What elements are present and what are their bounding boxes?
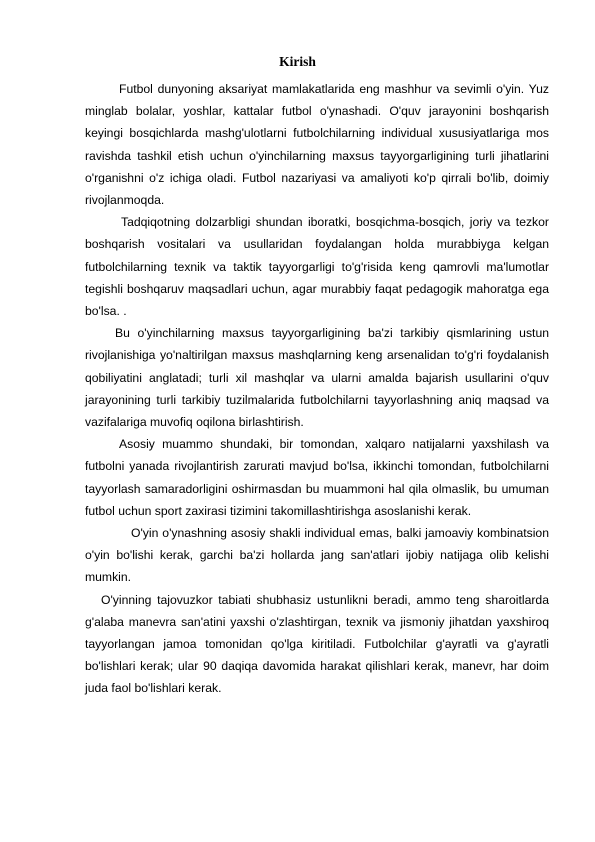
paragraph-3: Bu o'yinchilarning maxsus tayyorgarligining ba'zi tarkibiy qismlarining ustun rivojlanishiga yo'naltirilgan maxsus mashqlarning keng arsenalidan to'g'ri foydalanish qobiliyatini anglatadi; turli xil mashqlar va ularni amalda bajarish usullarini o'quv jarayonining turli tarkibiy tuzilmalarida futbolchilarni tayyorlashning aniq maqsad va vazifalariga muvofiq oqilona birlashtirish. [85, 326, 549, 430]
paragraph-5: O'yin o'ynashning asosiy shakli individual emas, balki jamoaviy kombinatsion o'yin bo'lishi kerak, garchi ba'zi hollarda jang san'atlari ijobiy natijaga olib kelishi mumkin. [85, 526, 549, 585]
paragraph-4: Asosiy muammo shundaki, bir tomondan, xalqaro natijalarni yaxshilash va futbolni yanada rivojlantirish zarurati mavjud bo'lsa, ikkinchi tomondan, futbolchilarni tayyorlash samaradorligini oshirmasdan bu muammoni hal qila olmaslik, bu umuman futbol uchun sport zaxirasi tizimini takomillashtirishga asoslanishi kerak. [85, 437, 549, 518]
document-body [85, 78, 549, 700]
paragraph-2: Tadqiqotning dolzarbligi shundan iboratki, bosqichma-bosqich, joriy va tezkor boshqarish vositalari va usullaridan foydalangan holda murabbiyga kelgan futbolchilarning texnik va taktik tayyorgarligi to'g'risida keng qamrovli ma'lumotlar tegishli boshqaruv maqsadlari uchun, agar murabbiy faqat pedagogik mahoratga ega bo'lsa. . [85, 215, 549, 319]
paragraph-1: Futbol dunyoning aksariyat mamlakatlarida eng mashhur va sevimli o'yin. Yuz minglab bolalar, yoshlar, kattalar futbol o'ynashadi. O'quv jarayonini boshqarish keyingi bosqichlarda mashg'ulotlarni futbolchilarning individual xususiyatlariga mos ravishda tashkil etish uchun o'yinchilarning maxsus tayyorgarligining turli jihatlarini o'rganishni o'z ichiga oladi. Futbol nazariyasi va amaliyoti ko'p qirrali bo'lib, doimiy rivojlanmoqda. [85, 82, 549, 208]
document-title: Kirish [279, 54, 316, 69]
paragraph-6: O'yinning tajovuzkor tabiati shubhasiz ustunlikni beradi, ammo teng sharoitlarda g'alaba manevra san'atini yaxshi o'zlashtirgan, texnik va jismoniy jihatdan yaxshiroq tayyorlangan jamoa tomonidan qo'lga kiritiladi. Futbolchilar g'ayratli va g'ayratli bo'lishlari kerak; ular 90 daqiqa davomida harakat qilishlari kerak, manevr, har doim juda faol bo'lishlari kerak. [85, 592, 549, 696]
